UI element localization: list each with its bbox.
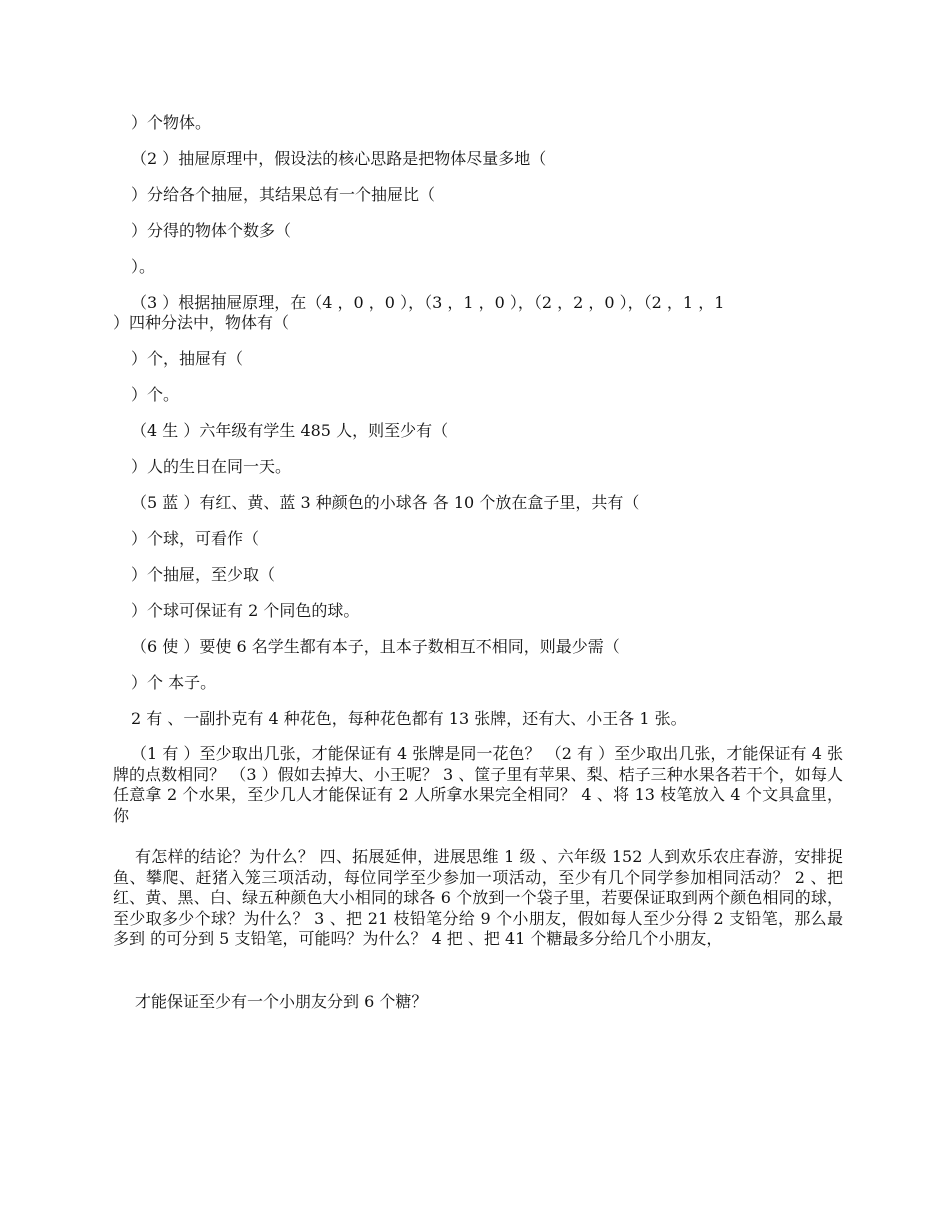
text-line: （3 ）根据抽屉原理，在（4 ，0 ，0 ），（3 ，1 ，0 ），（2 ，2 ，0 ），（2 ，1 ，1 — [131, 293, 725, 312]
text-line: ）个 本子。 — [131, 673, 217, 692]
text-line: ）人的生日在同一天。 — [131, 457, 292, 476]
text-line: ）分给各个抽屉，其结果总有一个抽屉比（ — [131, 185, 436, 204]
text-line: （2 ）抽屉原理中，假设法的核心思路是把物体尽量多地（ — [131, 149, 547, 168]
text-line: 2 有 、一副扑克有 4 种花色，每种花色都有 13 张牌，还有大、小王各 1 张。 — [131, 709, 687, 728]
text-line: ）个球，可看作（ — [131, 529, 260, 548]
text-paragraph: （1 有 ）至少取出几张，才能保证有 4 张牌是同一花色？ （2 有 ）至少取出几张，才能保证有 4 张牌的点数相同？ （3 ）假如去掉大、小王呢？ 3 、筐子里有苹果、梨、桔子三种水果各若干个，如每人任意拿 2 个水果，至少几人才能保证有 2 人所拿水果完全相同？ 4 、将 13 枝笔放入 4 个文具盒里，你 — [113, 744, 843, 825]
text-line: （6 使 ）要使 6 名学生都有本子，且本子数相互不相同，则最少需（ — [131, 637, 620, 656]
text-line: （5 蓝 ）有红、黄、蓝 3 种颜色的小球各 各 10 个放在盒子里，共有（ — [131, 493, 640, 512]
text-paragraph: 才能保证至少有一个小朋友分到 6 个糖？ — [135, 992, 428, 1011]
text-line: ）个抽屉，至少取（ — [131, 565, 276, 584]
text-line: ）个，抽屉有（ — [131, 349, 244, 368]
text-line: ）个。 — [131, 385, 180, 404]
text-paragraph: 有怎样的结论？为什么？ 四、拓展延伸，进展思维 1 级 、六年级 152 人到欢乐农庄春游，安排捉鱼、攀爬、赶猪入笼三项活动，每位同学至少参加一项活动，至少有几个同学参加相同活动？ 2 、把红、黄、黑、白、绿五种颜色大小相同的球各 6 个放到一个袋子里，若要保证取到两个颜色相同的球，至少取多少个球？为什么？ 3 、把 21 枝铅笔分给 9 个小朋友，假如每人至少分得 2 支铅笔，那么最多到 的可分到 5 支铅笔，可能吗？为什么？ 4 把 、把 41 个糖最多分给几个小朋友， — [113, 847, 843, 948]
text-line: ）分得的物体个数多（ — [131, 221, 292, 240]
text-line: （4 生 ）六年级有学生 485 人，则至少有（ — [131, 421, 449, 440]
text-line: ）。 — [131, 257, 156, 276]
text-line: ）四种分法中，物体有（ — [113, 313, 290, 332]
text-line: ）个球可保证有 2 个同色的球。 — [131, 601, 360, 620]
text-line: ）个物体。 — [131, 113, 212, 132]
